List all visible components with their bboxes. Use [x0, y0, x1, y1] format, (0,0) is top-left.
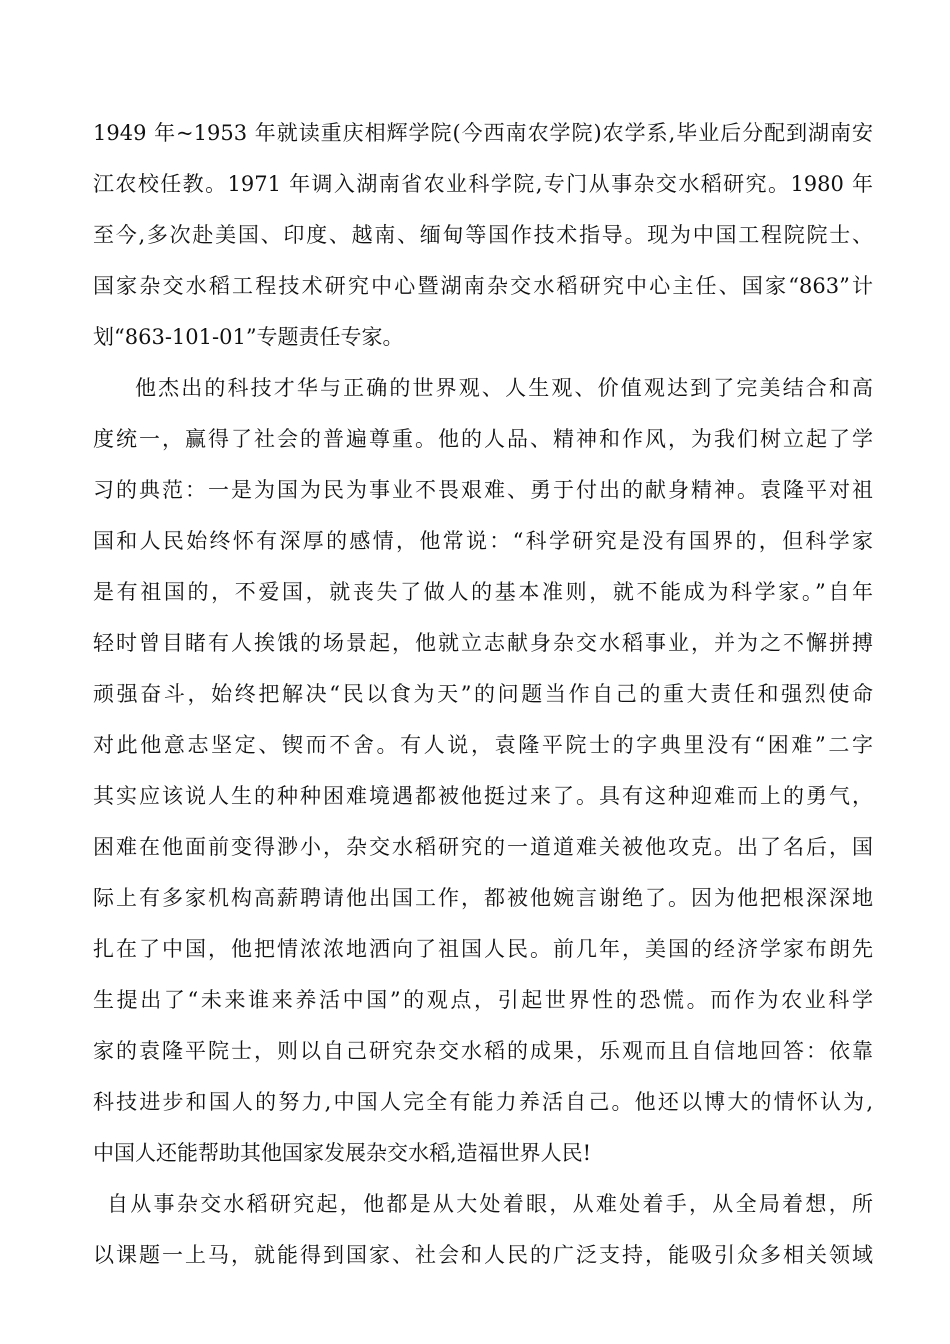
text-line: 1949 年~1953 年就读重庆相辉学院(今西南农学院)农学系,毕业后分配到湖南安	[93, 121, 873, 145]
text-line: 以课题一上马，就能得到国家、社会和人民的广泛支持，能吸引众多相关领域	[93, 1243, 873, 1267]
text-line: 际上有多家机构高薪聘请他出国工作，都被他婉言谢绝了。因为他把根深深地	[93, 886, 873, 910]
text-line: 生提出了“未来谁来养活中国”的观点，引起世界性的恐慌。而作为农业科学	[93, 988, 873, 1012]
text-line: 其实应该说人生的种种困难境遇都被他挺过来了。具有这种迎难而上的勇气，	[93, 784, 873, 808]
text-line: 家的袁隆平院士，则以自己研究杂交水稻的成果，乐观而且自信地回答：依靠	[93, 1039, 873, 1063]
text-line: 习的典范：一是为国为民为事业不畏艰难、勇于付出的献身精神。袁隆平对祖	[93, 478, 873, 502]
text-line: 困难在他面前变得渺小，杂交水稻研究的一道道难关被他攻克。出了名后，国	[93, 835, 873, 859]
paragraph-first-line: 自从事杂交水稻研究起，他都是从大处着眼，从难处着手，从全局着想，所	[107, 1192, 873, 1216]
body-text	[93, 108, 873, 1281]
text-line: 扎在了中国，他把情浓浓地洒向了祖国人民。前几年，美国的经济学家布朗先	[93, 937, 873, 961]
paragraph-first-line: 他杰出的科技才华与正确的世界观、人生观、价值观达到了完美结合和高	[135, 376, 873, 400]
text-line: 江农校任教。1971 年调入湖南省农业科学院,专门从事杂交水稻研究。1980 年	[93, 172, 873, 196]
text-line: 是有祖国的，不爱国，就丧失了做人的基本准则，就不能成为科学家。”自年	[93, 580, 873, 604]
text-line: 至今,多次赴美国、印度、越南、缅甸等国作技术指导。现为中国工程院院士、	[93, 223, 873, 247]
text-line: 划“863-101-01”专题责任专家。	[93, 325, 404, 349]
text-line: 对此他意志坚定、锲而不舍。有人说，袁隆平院士的字典里没有“困难”二字	[93, 733, 873, 757]
text-line: 国家杂交水稻工程技术研究中心暨湖南杂交水稻研究中心主任、国家“863”计	[93, 274, 873, 298]
text-line: 中国人还能帮助其他国家发展杂交水稻,造福世界人民!	[93, 1141, 592, 1165]
text-line: 科技进步和国人的努力,中国人完全有能力养活自己。他还以博大的情怀认为,	[93, 1090, 873, 1114]
text-line: 国和人民始终怀有深厚的感情，他常说：“科学研究是没有国界的，但科学家	[93, 529, 873, 553]
text-line: 轻时曾目睹有人挨饿的场景起，他就立志献身杂交水稻事业，并为之不懈拼搏	[93, 631, 873, 655]
text-line: 顽强奋斗，始终把解决“民以食为天”的问题当作自己的重大责任和强烈使命	[93, 682, 873, 706]
text-line: 度统一，赢得了社会的普遍尊重。他的人品、精神和作风，为我们树立起了学	[93, 427, 873, 451]
